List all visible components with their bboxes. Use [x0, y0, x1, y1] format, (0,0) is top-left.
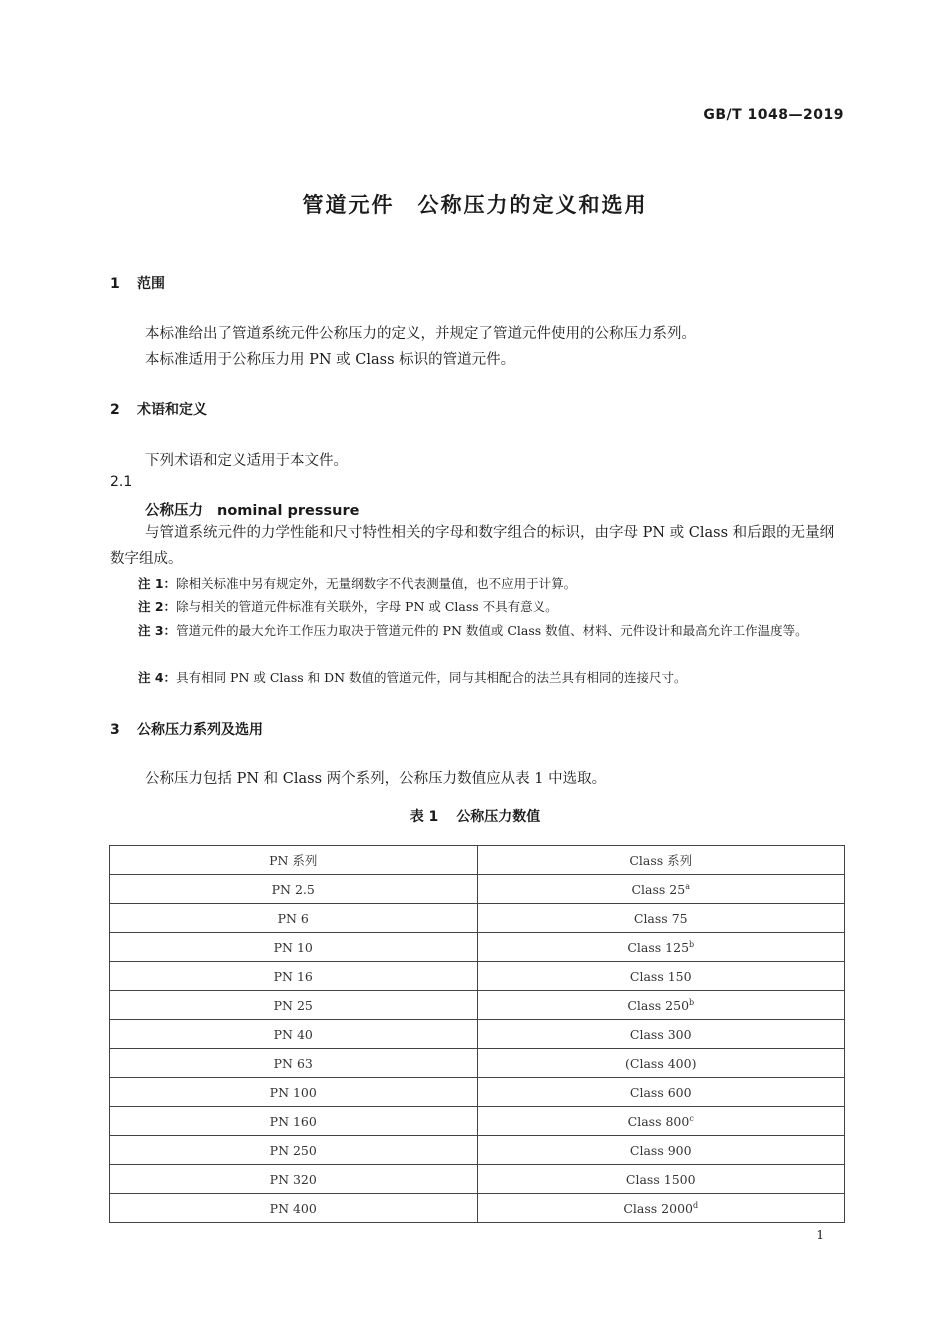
footnote-marker: b	[689, 939, 695, 949]
header-pn-series: PN 系列	[110, 846, 478, 875]
class-value: Class 250	[627, 997, 690, 1013]
table-row	[110, 1078, 845, 1107]
class-value-cell	[477, 1165, 845, 1194]
section-number: 2	[110, 402, 120, 418]
note-label: 注 4：	[138, 670, 177, 685]
class-value: Class 600	[629, 1084, 692, 1100]
note-text: 除相关标准中另有规定外，无量纲数字不代表测量值，也不应用于计算。	[176, 576, 577, 591]
note-text: 具有相同 PN 或 Class 和 DN 数值的管道元件，同与其相配合的法兰具有相同的连接尺寸。	[176, 670, 687, 685]
note-label: 注 1：	[138, 576, 177, 591]
standard-code: GB/T 1048—2019	[703, 107, 844, 123]
class-value-cell	[477, 962, 845, 991]
class-value-cell	[477, 1194, 845, 1223]
pn-value-cell: PN 16	[110, 962, 478, 991]
section-number: 1	[110, 276, 120, 292]
pn-value-cell: PN 25	[110, 991, 478, 1020]
section-2-heading	[110, 399, 207, 419]
term-entry-number: 2.1	[110, 474, 133, 490]
class-value-cell	[477, 1020, 845, 1049]
class-value: Class 75	[633, 910, 688, 926]
term-definition: 与管道系统元件的力学性能和尺寸特性相关的字母和数字组合的标识，由字母 PN 或 Class 和后跟的无量纲数字组成。	[110, 525, 835, 567]
table-row	[110, 1165, 845, 1194]
footnote-marker: d	[693, 1200, 699, 1210]
pn-value-cell: PN 160	[110, 1107, 478, 1136]
pn-value-cell: PN 10	[110, 933, 478, 962]
pn-value-cell: PN 100	[110, 1078, 478, 1107]
section-title: 公称压力系列及选用	[137, 722, 263, 738]
class-value-cell	[477, 1136, 845, 1165]
note-label: 注 3：	[138, 623, 177, 638]
class-value-cell	[477, 1049, 845, 1078]
table-header-row	[110, 846, 845, 875]
table-row	[110, 962, 845, 991]
header-class-series: Class 系列	[477, 846, 845, 875]
series-paragraph: 公称压力包括 PN 和 Class 两个系列，公称压力数值应从表 1 中选取。	[145, 771, 607, 787]
class-value: Class 2000	[623, 1200, 693, 1216]
class-value: Class 800	[627, 1113, 690, 1129]
class-value-cell	[477, 904, 845, 933]
note-label: 注 2：	[138, 599, 177, 614]
pn-value-cell: PN 63	[110, 1049, 478, 1078]
note-3	[138, 619, 882, 642]
page-number: 1	[816, 1228, 824, 1242]
table-caption-title: 公称压力数值	[456, 809, 541, 825]
table-row	[110, 1107, 845, 1136]
section-1-heading	[110, 273, 165, 293]
table-row	[110, 1049, 845, 1078]
note-1	[138, 572, 882, 595]
table-row	[110, 1194, 845, 1223]
table-caption	[0, 806, 950, 826]
table-row	[110, 991, 845, 1020]
note-text: 管道元件的最大允许工作压力取决于管道元件的 PN 数值或 Class 数值、材料、元件设计和最高允许工作温度等。	[176, 623, 808, 638]
document-title: 管道元件 公称压力的定义和选用	[302, 193, 648, 217]
terms-intro: 下列术语和定义适用于本文件。	[145, 453, 348, 469]
pn-value-cell: PN 40	[110, 1020, 478, 1049]
term-heading	[145, 499, 359, 520]
class-value: Class 150	[629, 968, 692, 984]
note-2	[138, 595, 882, 618]
class-value-cell	[477, 875, 845, 904]
pn-value-cell: PN 400	[110, 1194, 478, 1223]
class-value: Class 25	[631, 881, 686, 897]
class-value-cell	[477, 991, 845, 1020]
footnote-marker: a	[685, 881, 690, 891]
pn-value-cell: PN 6	[110, 904, 478, 933]
footnote-marker: b	[689, 997, 695, 1007]
term-chinese: 公称压力	[145, 502, 203, 519]
table-caption-number: 表 1	[409, 809, 439, 825]
scope-paragraph-2: 本标准适用于公称压力用 PN 或 Class 标识的管道元件。	[145, 352, 516, 368]
pn-value-cell: PN 250	[110, 1136, 478, 1165]
class-value: Class 900	[629, 1142, 692, 1158]
class-value: Class 300	[629, 1026, 692, 1042]
class-value-cell	[477, 1107, 845, 1136]
table-row	[110, 1136, 845, 1165]
table-row	[110, 933, 845, 962]
pn-value-cell: PN 320	[110, 1165, 478, 1194]
section-3-heading	[110, 719, 263, 739]
class-value-cell	[477, 1078, 845, 1107]
section-number: 3	[110, 722, 120, 738]
class-value: Class 125	[627, 939, 690, 955]
footnote-marker: c	[689, 1113, 694, 1123]
section-title: 术语和定义	[137, 402, 207, 418]
table-row	[110, 904, 845, 933]
nominal-pressure-table	[109, 845, 845, 1223]
section-title: 范围	[137, 276, 165, 292]
scope-paragraph-1: 本标准给出了管道系统元件公称压力的定义，并规定了管道元件使用的公称压力系列。	[145, 326, 696, 342]
term-english: nominal pressure	[217, 503, 360, 519]
table-row	[110, 1020, 845, 1049]
class-value: Class 1500	[625, 1171, 696, 1187]
note-4	[138, 666, 882, 689]
note-text: 除与相关的管道元件标准有关联外，字母 PN 或 Class 不具有意义。	[176, 599, 558, 614]
table-row	[110, 875, 845, 904]
pn-value-cell: PN 2.5	[110, 875, 478, 904]
class-value-cell	[477, 933, 845, 962]
class-value: (Class 400)	[625, 1055, 697, 1071]
